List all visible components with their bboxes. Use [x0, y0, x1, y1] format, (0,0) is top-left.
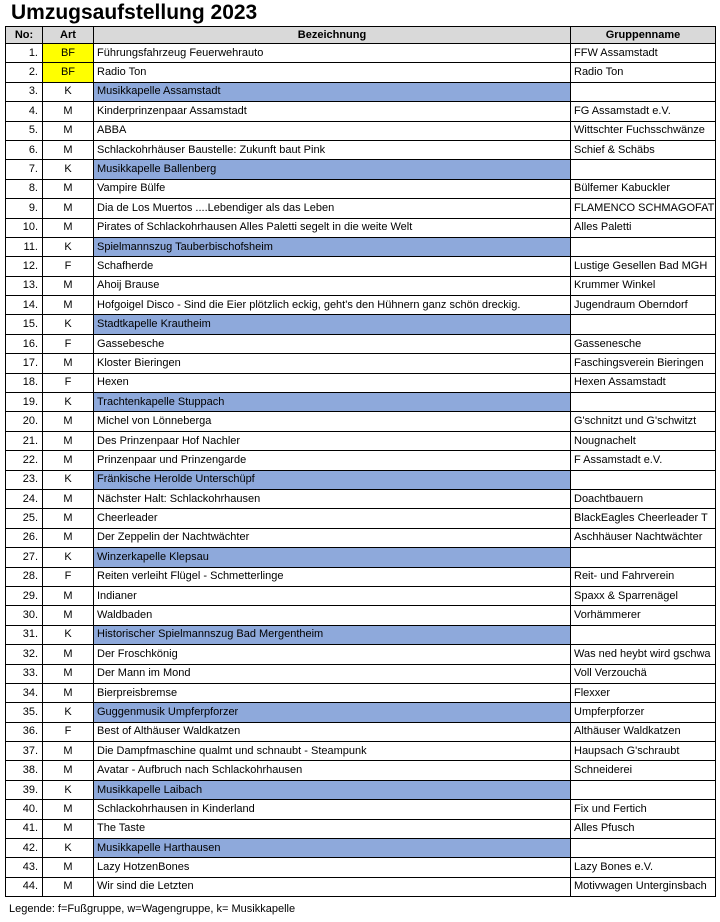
cell-bezeichnung: Avatar - Aufbruch nach Schlackohrhausen: [94, 761, 571, 780]
cell-no: 18.: [6, 373, 43, 392]
table-body: [6, 44, 716, 897]
cell-bezeichnung: Der Zeppelin der Nachtwächter: [94, 528, 571, 547]
cell-no: 43.: [6, 858, 43, 877]
cell-bezeichnung: Michel von Lönneberga: [94, 412, 571, 431]
cell-art: M: [43, 742, 94, 761]
cell-gruppenname: Fix und Fertich: [571, 800, 716, 819]
cell-no: 38.: [6, 761, 43, 780]
cell-no: 26.: [6, 528, 43, 547]
cell-no: 30.: [6, 606, 43, 625]
cell-gruppenname: [571, 548, 716, 567]
cell-gruppenname: Nougnachelt: [571, 431, 716, 450]
table-row: [6, 664, 716, 683]
cell-gruppenname: G'schnitzt und G'schwitzt: [571, 412, 716, 431]
cell-gruppenname: [571, 82, 716, 101]
cell-bezeichnung: Schlackohrhausen in Kinderland: [94, 800, 571, 819]
table-row: [6, 470, 716, 489]
cell-bezeichnung: Die Dampfmaschine qualmt und schnaubt - Steampunk: [94, 742, 571, 761]
cell-gruppenname: [571, 237, 716, 256]
table-row: [6, 179, 716, 198]
cell-art: M: [43, 877, 94, 896]
cell-gruppenname: Bülfemer Kabuckler: [571, 179, 716, 198]
cell-art: K: [43, 315, 94, 334]
cell-art: M: [43, 800, 94, 819]
cell-bezeichnung: Führungsfahrzeug Feuerwehrauto: [94, 44, 571, 63]
cell-art: M: [43, 509, 94, 528]
cell-no: 32.: [6, 645, 43, 664]
cell-bezeichnung: Des Prinzenpaar Hof Nachler: [94, 431, 571, 450]
cell-no: 42.: [6, 839, 43, 858]
cell-art: M: [43, 451, 94, 470]
cell-no: 20.: [6, 412, 43, 431]
cell-art: M: [43, 296, 94, 315]
table-row: [6, 819, 716, 838]
table-row: [6, 645, 716, 664]
cell-gruppenname: FLAMENCO SCHMAGOFAT: [571, 199, 716, 218]
cell-gruppenname: Radio Ton: [571, 63, 716, 82]
page-title: Umzugsaufstellung 2023: [11, 1, 258, 24]
cell-gruppenname: Umpferpforzer: [571, 703, 716, 722]
cell-gruppenname: [571, 780, 716, 799]
cell-bezeichnung: Best of Althäuser Waldkatzen: [94, 722, 571, 741]
cell-bezeichnung: Musikkapelle Assamstadt: [94, 82, 571, 101]
cell-bezeichnung: Guggenmusik Umpferpforzer: [94, 703, 571, 722]
cell-art: M: [43, 199, 94, 218]
cell-art: M: [43, 121, 94, 140]
cell-bezeichnung: Schafherde: [94, 257, 571, 276]
table-row: [6, 412, 716, 431]
table-row: [6, 877, 716, 896]
cell-gruppenname: BlackEagles Cheerleader T: [571, 509, 716, 528]
parade-table: [5, 26, 716, 897]
cell-gruppenname: Spaxx & Sparrenägel: [571, 586, 716, 605]
cell-art: K: [43, 780, 94, 799]
cell-bezeichnung: Historischer Spielmannszug Bad Mergentheim: [94, 625, 571, 644]
cell-no: 1.: [6, 44, 43, 63]
table-row: [6, 431, 716, 450]
cell-art: M: [43, 431, 94, 450]
cell-gruppenname: Hexen Assamstadt: [571, 373, 716, 392]
cell-art: M: [43, 412, 94, 431]
cell-art: M: [43, 179, 94, 198]
header-bezeichnung: Bezeichnung: [94, 27, 571, 44]
cell-no: 28.: [6, 567, 43, 586]
cell-art: M: [43, 664, 94, 683]
cell-no: 19.: [6, 393, 43, 412]
cell-art: F: [43, 722, 94, 741]
table-row: [6, 489, 716, 508]
cell-gruppenname: [571, 393, 716, 412]
cell-bezeichnung: Kinderprinzenpaar Assamstadt: [94, 102, 571, 121]
cell-bezeichnung: The Taste: [94, 819, 571, 838]
cell-no: 31.: [6, 625, 43, 644]
table-row: [6, 354, 716, 373]
cell-gruppenname: [571, 625, 716, 644]
table-row: [6, 858, 716, 877]
cell-gruppenname: Krummer Winkel: [571, 276, 716, 295]
cell-gruppenname: Alles Paletti: [571, 218, 716, 237]
cell-no: 5.: [6, 121, 43, 140]
cell-gruppenname: Lazy Bones e.V.: [571, 858, 716, 877]
cell-bezeichnung: Nächster Halt: Schlackohrhausen: [94, 489, 571, 508]
cell-gruppenname: [571, 160, 716, 179]
cell-art: BF: [43, 44, 94, 63]
table-row: [6, 606, 716, 625]
cell-no: 10.: [6, 218, 43, 237]
cell-bezeichnung: Indianer: [94, 586, 571, 605]
cell-bezeichnung: Hexen: [94, 373, 571, 392]
table-row: [6, 800, 716, 819]
cell-art: M: [43, 276, 94, 295]
cell-bezeichnung: Waldbaden: [94, 606, 571, 625]
cell-gruppenname: F Assamstadt e.V.: [571, 451, 716, 470]
cell-bezeichnung: Trachtenkapelle Stuppach: [94, 393, 571, 412]
cell-gruppenname: Motivwagen Unterginsbach: [571, 877, 716, 896]
cell-bezeichnung: Gassebesche: [94, 334, 571, 353]
cell-art: K: [43, 625, 94, 644]
table-row: [6, 567, 716, 586]
cell-gruppenname: [571, 839, 716, 858]
table-header-row: [6, 27, 716, 44]
table-row: [6, 237, 716, 256]
cell-art: K: [43, 470, 94, 489]
cell-bezeichnung: Stadtkapelle Krautheim: [94, 315, 571, 334]
header-gruppenname: Gruppenname: [571, 27, 716, 44]
cell-gruppenname: Schief & Schäbs: [571, 140, 716, 159]
table-row: [6, 102, 716, 121]
cell-no: 17.: [6, 354, 43, 373]
cell-gruppenname: Jugendraum Oberndorf: [571, 296, 716, 315]
cell-art: K: [43, 703, 94, 722]
cell-no: 11.: [6, 237, 43, 256]
table-row: [6, 509, 716, 528]
cell-bezeichnung: Winzerkapelle Klepsau: [94, 548, 571, 567]
cell-gruppenname: [571, 470, 716, 489]
cell-no: 40.: [6, 800, 43, 819]
cell-no: 24.: [6, 489, 43, 508]
cell-gruppenname: Althäuser Waldkatzen: [571, 722, 716, 741]
cell-art: K: [43, 160, 94, 179]
table-row: [6, 315, 716, 334]
table-row: [6, 257, 716, 276]
cell-no: 27.: [6, 548, 43, 567]
cell-art: M: [43, 586, 94, 605]
cell-no: 4.: [6, 102, 43, 121]
cell-no: 16.: [6, 334, 43, 353]
table-row: [6, 839, 716, 858]
cell-no: 21.: [6, 431, 43, 450]
cell-no: 15.: [6, 315, 43, 334]
cell-art: M: [43, 218, 94, 237]
cell-gruppenname: Lustige Gesellen Bad MGH: [571, 257, 716, 276]
cell-art: M: [43, 606, 94, 625]
cell-art: M: [43, 645, 94, 664]
cell-bezeichnung: Pirates of Schlackohrhausen Alles Paletti segelt in die weite Welt: [94, 218, 571, 237]
table-row: [6, 160, 716, 179]
cell-gruppenname: Was ned heybt wird gschwa: [571, 645, 716, 664]
table-row: [6, 199, 716, 218]
cell-art: K: [43, 82, 94, 101]
cell-bezeichnung: Cheerleader: [94, 509, 571, 528]
cell-gruppenname: Faschingsverein Bieringen: [571, 354, 716, 373]
cell-no: 34.: [6, 683, 43, 702]
cell-gruppenname: Schneiderei: [571, 761, 716, 780]
cell-no: 14.: [6, 296, 43, 315]
cell-no: 6.: [6, 140, 43, 159]
cell-art: K: [43, 839, 94, 858]
cell-no: 2.: [6, 63, 43, 82]
table-row: [6, 780, 716, 799]
cell-gruppenname: Wittschter Fuchsschwänze: [571, 121, 716, 140]
cell-no: 22.: [6, 451, 43, 470]
table-row: [6, 393, 716, 412]
cell-bezeichnung: Radio Ton: [94, 63, 571, 82]
cell-no: 44.: [6, 877, 43, 896]
cell-no: 39.: [6, 780, 43, 799]
cell-no: 25.: [6, 509, 43, 528]
cell-bezeichnung: Musikkapelle Ballenberg: [94, 160, 571, 179]
table-row: [6, 528, 716, 547]
cell-bezeichnung: Fränkische Herolde Unterschüpf: [94, 470, 571, 489]
table-row: [6, 586, 716, 605]
table-row: [6, 373, 716, 392]
table-row: [6, 140, 716, 159]
cell-bezeichnung: Musikkapelle Harthausen: [94, 839, 571, 858]
cell-no: 41.: [6, 819, 43, 838]
table-row: [6, 742, 716, 761]
cell-art: M: [43, 761, 94, 780]
cell-bezeichnung: Lazy HotzenBones: [94, 858, 571, 877]
cell-art: M: [43, 858, 94, 877]
cell-bezeichnung: Wir sind die Letzten: [94, 877, 571, 896]
cell-gruppenname: Gassenesche: [571, 334, 716, 353]
cell-no: 13.: [6, 276, 43, 295]
cell-no: 29.: [6, 586, 43, 605]
cell-no: 8.: [6, 179, 43, 198]
cell-art: M: [43, 683, 94, 702]
header-no: No:: [6, 27, 43, 44]
header-art: Art: [43, 27, 94, 44]
table-row: [6, 121, 716, 140]
cell-art: M: [43, 819, 94, 838]
cell-art: M: [43, 528, 94, 547]
cell-gruppenname: Haupsach G'schraubt: [571, 742, 716, 761]
cell-bezeichnung: Vampire Bülfe: [94, 179, 571, 198]
table-row: [6, 722, 716, 741]
cell-bezeichnung: Musikkapelle Laibach: [94, 780, 571, 799]
cell-bezeichnung: Prinzenpaar und Prinzengarde: [94, 451, 571, 470]
cell-bezeichnung: Dia de Los Muertos ....Lebendiger als das Leben: [94, 199, 571, 218]
table-row: [6, 44, 716, 63]
cell-bezeichnung: Der Mann im Mond: [94, 664, 571, 683]
table-row: [6, 82, 716, 101]
table-row: [6, 334, 716, 353]
cell-art: BF: [43, 63, 94, 82]
cell-no: 35.: [6, 703, 43, 722]
cell-art: M: [43, 140, 94, 159]
cell-gruppenname: Voll Verzouchä: [571, 664, 716, 683]
cell-bezeichnung: Reiten verleiht Flügel - Schmetterlinge: [94, 567, 571, 586]
cell-bezeichnung: Ahoij Brause: [94, 276, 571, 295]
cell-gruppenname: Alles Pfusch: [571, 819, 716, 838]
legend: Legende: f=Fußgruppe, w=Wagengruppe, k= Musikkapelle: [9, 903, 296, 915]
cell-art: K: [43, 237, 94, 256]
table-row: [6, 548, 716, 567]
table-row: [6, 451, 716, 470]
cell-bezeichnung: Der Froschkönig: [94, 645, 571, 664]
cell-gruppenname: Vorhämmerer: [571, 606, 716, 625]
table-row: [6, 703, 716, 722]
cell-art: M: [43, 354, 94, 373]
table-row: [6, 761, 716, 780]
cell-gruppenname: FG Assamstadt e.V.: [571, 102, 716, 121]
cell-art: F: [43, 567, 94, 586]
cell-gruppenname: Reit- und Fahrverein: [571, 567, 716, 586]
cell-bezeichnung: Spielmannszug Tauberbischofsheim: [94, 237, 571, 256]
cell-bezeichnung: Schlackohrhäuser Baustelle: Zukunft baut Pink: [94, 140, 571, 159]
cell-no: 12.: [6, 257, 43, 276]
cell-bezeichnung: Bierpreisbremse: [94, 683, 571, 702]
cell-art: F: [43, 257, 94, 276]
cell-art: M: [43, 489, 94, 508]
cell-art: K: [43, 393, 94, 412]
cell-no: 36.: [6, 722, 43, 741]
cell-gruppenname: Aschhäuser Nachtwächter: [571, 528, 716, 547]
cell-no: 3.: [6, 82, 43, 101]
cell-no: 7.: [6, 160, 43, 179]
cell-gruppenname: [571, 315, 716, 334]
cell-gruppenname: FFW Assamstadt: [571, 44, 716, 63]
table-row: [6, 296, 716, 315]
cell-no: 37.: [6, 742, 43, 761]
table-row: [6, 63, 716, 82]
table-row: [6, 683, 716, 702]
cell-art: M: [43, 102, 94, 121]
table-row: [6, 218, 716, 237]
cell-no: 23.: [6, 470, 43, 489]
table-row: [6, 625, 716, 644]
cell-bezeichnung: Kloster Bieringen: [94, 354, 571, 373]
cell-art: F: [43, 373, 94, 392]
cell-gruppenname: Flexxer: [571, 683, 716, 702]
cell-art: F: [43, 334, 94, 353]
cell-bezeichnung: ABBA: [94, 121, 571, 140]
cell-gruppenname: Doachtbauern: [571, 489, 716, 508]
table-row: [6, 276, 716, 295]
cell-bezeichnung: Hofgoigel Disco - Sind die Eier plötzlich eckig, geht's den Hühnern ganz schön dreckig.: [94, 296, 571, 315]
cell-no: 33.: [6, 664, 43, 683]
cell-no: 9.: [6, 199, 43, 218]
cell-art: K: [43, 548, 94, 567]
